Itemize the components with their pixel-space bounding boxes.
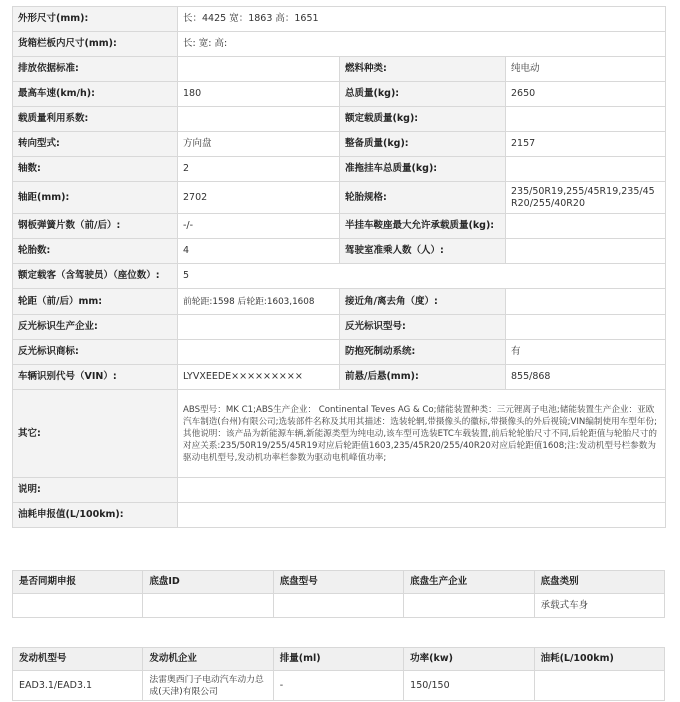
engine-header-cell: 功率(kw) xyxy=(404,648,534,671)
spec-row xyxy=(13,478,666,503)
engine-header-cell: 发动机型号 xyxy=(13,648,143,671)
rated-load-value xyxy=(506,107,666,132)
other-value: ABS型号：MK C1;ABS生产企业： Continental Teves AG & Co;储能装置种类：三元锂离子电池;储能装置生产企业：亚欧汽车制造(台州)有限公司;选装部件名称及其用其描述：选装轮辋,带摄像头的徽标,带摄像头的外后视镜;VIN编制使用车型年份;其他说明：该产品为新能源车辆,新能源类型为纯电动,该车型可选装ETC车载装置,前后轮轮胎尺寸不同,后轮距值与轮胎尺寸的对应关系:235/50R19/255/45R19对应后轮距值1603,235/45R20/255/40R20对应后轮距值1608;注:发动机型号栏参数为驱动电机型号,发动机功率栏参数为驱动电机峰值功率; xyxy=(178,390,666,478)
tires-value: 4 xyxy=(178,239,340,264)
spec-row xyxy=(13,390,666,478)
outer-size-label: 外形尺寸(mm): xyxy=(13,7,178,32)
saddle-load-label: 半挂车鞍座最大允许承载质量(kg): xyxy=(340,214,506,239)
spec-row xyxy=(13,315,666,340)
engine-cell: 150/150 xyxy=(404,671,534,701)
spec-row xyxy=(13,132,666,157)
reflect-model-value xyxy=(506,315,666,340)
spec-row xyxy=(13,7,666,32)
wheelbase-value: 2702 xyxy=(178,182,340,214)
vin-value: LYVXEEDE××××××××× xyxy=(178,365,340,390)
cargo-size-label: 货箱栏板内尺寸(mm): xyxy=(13,32,178,57)
chassis-data-row xyxy=(13,594,665,618)
engine-header-cell: 油耗(L/100km) xyxy=(534,648,664,671)
spec-row xyxy=(13,214,666,239)
spec-row xyxy=(13,340,666,365)
chassis-header-cell: 是否同期申报 xyxy=(13,571,143,594)
steering-label: 转向型式: xyxy=(13,132,178,157)
wheelbase-label: 轴距(mm): xyxy=(13,182,178,214)
outer-size-value: 长：4425 宽：1863 高：1651 xyxy=(178,7,666,32)
rated-load-label: 额定载质量(kg): xyxy=(340,107,506,132)
load-util-label: 载质量利用系数: xyxy=(13,107,178,132)
chassis-cell xyxy=(13,594,143,618)
engine-data-row xyxy=(13,671,665,701)
vin-label: 车辆识别代号（VIN）: xyxy=(13,365,178,390)
tire-spec-value: 235/50R19,255/45R19,235/45R20/255/40R20 xyxy=(506,182,666,214)
reflect-model-label: 反光标识型号: xyxy=(340,315,506,340)
approach-value xyxy=(506,289,666,315)
track-label: 轮距（前/后）mm: xyxy=(13,289,178,315)
steering-value: 方向盘 xyxy=(178,132,340,157)
engine-cell: - xyxy=(273,671,403,701)
chassis-table xyxy=(12,570,665,618)
cab-passengers-value xyxy=(506,239,666,264)
reflect-brand-label: 反光标识商标: xyxy=(13,340,178,365)
axles-value: 2 xyxy=(178,157,340,182)
cargo-size-value: 长: 宽: 高: xyxy=(178,32,666,57)
curb-mass-value: 2157 xyxy=(506,132,666,157)
fuel-value: 纯电动 xyxy=(506,57,666,82)
seats-value: 5 xyxy=(178,264,666,289)
spec-row xyxy=(13,182,666,214)
approach-label: 接近角/离去角（度）: xyxy=(340,289,506,315)
emission-label: 排放依据标准: xyxy=(13,57,178,82)
leaf-spring-label: 钢板弹簧片数（前/后）: xyxy=(13,214,178,239)
chassis-header-cell: 底盘类别 xyxy=(534,571,664,594)
max-speed-label: 最高车速(km/h): xyxy=(13,82,178,107)
axles-label: 轴数: xyxy=(13,157,178,182)
spec-row xyxy=(13,157,666,182)
max-speed-value: 180 xyxy=(178,82,340,107)
saddle-load-value xyxy=(506,214,666,239)
engine-header-cell: 发动机企业 xyxy=(143,648,273,671)
notes-value xyxy=(178,478,666,503)
trailer-mass-label: 准拖挂车总质量(kg): xyxy=(340,157,506,182)
chassis-header-cell: 底盘型号 xyxy=(273,571,403,594)
tire-spec-label: 轮胎规格: xyxy=(340,182,506,214)
spec-row xyxy=(13,264,666,289)
notes-label: 说明: xyxy=(13,478,178,503)
fuel-label: 燃料种类: xyxy=(340,57,506,82)
chassis-cell: 承载式车身 xyxy=(534,594,664,618)
track-value: 前轮距:1598 后轮距:1603,1608 xyxy=(178,289,340,315)
spec-row xyxy=(13,57,666,82)
overhang-label: 前悬/后悬(mm): xyxy=(340,365,506,390)
spec-row xyxy=(13,82,666,107)
engine-cell xyxy=(534,671,664,701)
engine-cell: EAD3.1/EAD3.1 xyxy=(13,671,143,701)
antilock-label: 防抱死制动系统: xyxy=(340,340,506,365)
leaf-spring-value: -/- xyxy=(178,214,340,239)
tires-label: 轮胎数: xyxy=(13,239,178,264)
emission-value xyxy=(178,57,340,82)
trailer-mass-value xyxy=(506,157,666,182)
reflect-maker-value xyxy=(178,315,340,340)
spec-row xyxy=(13,365,666,390)
engine-table xyxy=(12,647,665,701)
spec-row xyxy=(13,32,666,57)
chassis-cell xyxy=(143,594,273,618)
vehicle-spec-table xyxy=(12,6,666,528)
cab-passengers-label: 驾驶室准乘人数（人）: xyxy=(340,239,506,264)
reflect-brand-value xyxy=(178,340,340,365)
chassis-header-row xyxy=(13,571,665,594)
chassis-cell xyxy=(273,594,403,618)
overhang-value: 855/868 xyxy=(506,365,666,390)
fuel-consumption-value xyxy=(178,503,666,528)
engine-cell: 法雷奥西门子电动汽车动力总成(天津)有限公司 xyxy=(143,671,273,701)
other-label: 其它: xyxy=(13,390,178,478)
seats-label: 额定载客（含驾驶员）（座位数）: xyxy=(13,264,178,289)
chassis-cell xyxy=(404,594,534,618)
reflect-maker-label: 反光标识生产企业: xyxy=(13,315,178,340)
spec-row xyxy=(13,503,666,528)
antilock-value: 有 xyxy=(506,340,666,365)
total-mass-value: 2650 xyxy=(506,82,666,107)
fuel-consumption-label: 油耗申报值(L/100km): xyxy=(13,503,178,528)
chassis-header-cell: 底盘生产企业 xyxy=(404,571,534,594)
spec-row xyxy=(13,289,666,315)
spec-row xyxy=(13,107,666,132)
curb-mass-label: 整备质量(kg): xyxy=(340,132,506,157)
spec-row xyxy=(13,239,666,264)
load-util-value xyxy=(178,107,340,132)
chassis-header-cell: 底盘ID xyxy=(143,571,273,594)
total-mass-label: 总质量(kg): xyxy=(340,82,506,107)
engine-header-row xyxy=(13,648,665,671)
engine-header-cell: 排量(ml) xyxy=(273,648,403,671)
